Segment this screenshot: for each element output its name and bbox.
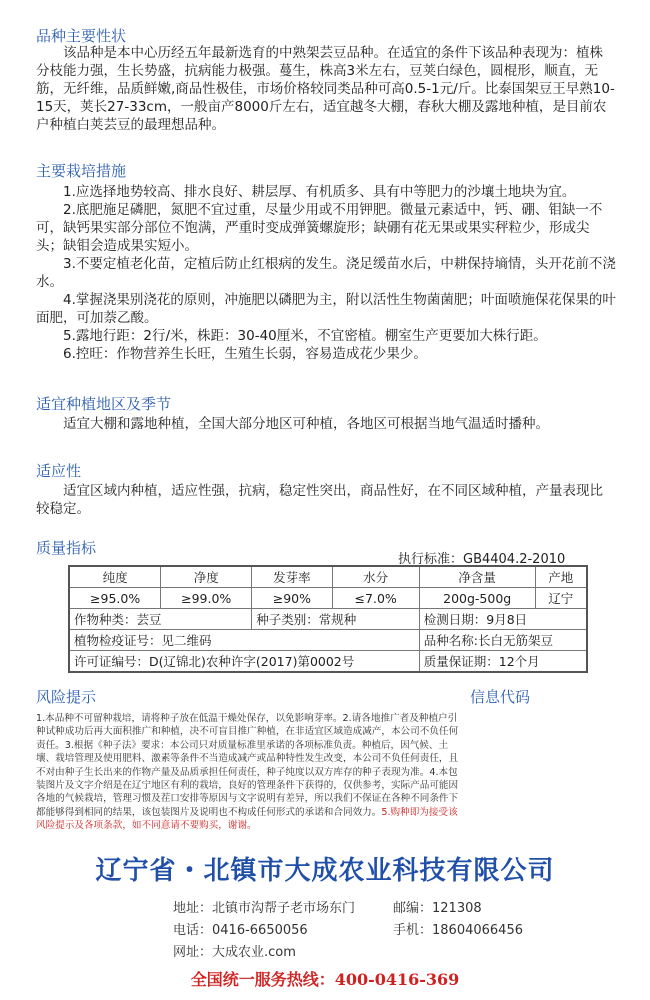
table-header-cell: 发芽率 bbox=[252, 566, 332, 588]
risk-text-block bbox=[36, 712, 460, 833]
risk-warning: 5.购种即为接受该风险提示及各项条款，如不同意请不要购买，谢谢。 bbox=[36, 806, 458, 832]
company-website: 网址：大成农业.com bbox=[173, 945, 296, 960]
cultivation-item-2: 2.底肥施足磷肥，氮肥不宜过重，尽量少用或不用钾肥。微量元素适中，钙、硼、钼缺一不可，缺钙果实部分部位不饱满，严重时变成弹簧螺旋形；缺硼有花无果或果实秤粒少，形成尖头；缺钼会造成果实短小。 bbox=[36, 202, 603, 254]
risk-title: 风险提示 bbox=[36, 688, 97, 706]
table-row bbox=[69, 650, 587, 672]
company-phone: 电话：0416-6650056 bbox=[173, 923, 308, 938]
table-cell: ≥95.0% bbox=[69, 588, 161, 609]
region-title: 适宜种植地区及季节 bbox=[36, 395, 172, 413]
quality-title: 质量指标 bbox=[36, 539, 97, 557]
cultivation-item-4: 4.掌握浇果别浇花的原则，冲施肥以磷肥为主，附以活性生物菌菌肥；叶面喷施保花保果的叶面肥，可加萘乙酸。 bbox=[36, 292, 616, 326]
region-text: 适宜大棚和露地种植，全国大部分地区可种植，各地区可根据当地气温适时播种。 bbox=[63, 416, 549, 432]
table-header-cell: 净含量 bbox=[419, 566, 535, 588]
table-cell: ≥90% bbox=[252, 588, 332, 609]
license-cell: 许可证编号：D(辽锦北)农种许字(2017)第0002号 bbox=[69, 650, 419, 672]
test-date-cell: 检测日期：9月8日 bbox=[419, 609, 587, 630]
table-header-cell: 净度 bbox=[161, 566, 252, 588]
table-row bbox=[69, 566, 587, 588]
traits-text: 该品种是本中心历经五年最新选育的中熟架芸豆品种。在适宜的条件下该品种表现为：植株分枝能力强，生长势盛，抗病能力极强。蔓生，株高3米左右，豆荚白绿色，圆棍形，顺直，无筋，无纤维，品质鲜嫩,商品性极佳，市场价格较同类品种可高0.5-1元/斤。比泰国架豆王早熟10-15天，荚长27-33cm，一般亩产8000斤左右，适宜越冬大棚，春秋大棚及露地种植，是目前农户种植白荚芸豆的最理想品种。 bbox=[36, 45, 615, 133]
quarantine-cell: 植物检疫证号：见二维码 bbox=[69, 629, 419, 650]
info-code-title: 信息代码 bbox=[470, 688, 531, 706]
table-cell: ≥99.0% bbox=[161, 588, 252, 609]
cultivation-item-1: 1.应选择地势较高、排水良好、耕层厚、有机质多、具有中等肥力的沙壤土地块为宜。 bbox=[63, 184, 576, 200]
cultivation-item-3: 3.不要定植老化苗，定植后防止红根病的发生。浇足缓苗水后，中耕保持墒情，头开花前不浇水。 bbox=[36, 256, 616, 290]
seed-type-cell: 种子类别：常规种 bbox=[252, 609, 420, 630]
table-row bbox=[69, 629, 587, 650]
table-header-cell: 纯度 bbox=[69, 566, 161, 588]
execution-standard: 执行标准：GB4404.2-2010 bbox=[398, 552, 566, 567]
table-row bbox=[69, 588, 587, 609]
traits-title: 品种主要性状 bbox=[36, 27, 127, 45]
company-mobile: 手机：18604066456 bbox=[393, 923, 523, 938]
cultivation-item-6: 6.控旺：作物营养生长旺，生殖生长弱，容易造成花少果少。 bbox=[63, 346, 427, 362]
table-cell: ≤7.0% bbox=[332, 588, 419, 609]
quality-table bbox=[68, 565, 588, 673]
crop-type-cell: 作物种类：芸豆 bbox=[69, 609, 252, 630]
table-row bbox=[69, 609, 587, 630]
table-cell: 辽宁 bbox=[535, 588, 587, 609]
company-name: 辽宁省・北镇市大成农业科技有限公司 bbox=[95, 856, 555, 886]
company-postcode: 邮编：121308 bbox=[393, 901, 482, 916]
cultivation-title: 主要栽培措施 bbox=[36, 162, 127, 180]
company-address: 地址：北镇市沟帮子老市场东门 bbox=[173, 901, 356, 916]
table-header-cell: 水分 bbox=[332, 566, 419, 588]
warranty-cell: 质量保证期：12个月 bbox=[419, 650, 587, 672]
table-cell: 200g-500g bbox=[419, 588, 535, 609]
risk-text: 1.本品种不可留种栽培，请将种子放在低温干燥处保存，以免影响芽率。2.请各地推广者及种植户引种试种成功后再大面积推广和种植，决不可盲目推广种植，在非适宜区域造成减产，本公司不负任何责任。3.根据《种子法》要求：本公司只对质量标准里承诺的各项标准负责。种植后，因气候、土壤、栽培管理及使用肥料、激素等条件不当造成减产或品种特性发生改变，本公司不负任何责任，且不对由种子生长出来的作物产量及品质承担任何责任，种子纯度以双方库存的种子表现为准。4.本包装图片及文字介绍是在辽宁地区有利的栽培，良好的管理条件下获得的，仅供参考，实际产品可能因各地的气候栽培，管理习惯及茬口安排等原因与文字说明有差异，所以我们不保证在各种不同条件下都能够得到相同的结果，该包装图片及说明也不构成任何形式的承诺和合同效力。 bbox=[36, 713, 459, 818]
service-hotline: 全国统一服务热线：400-0416-369 bbox=[190, 970, 460, 989]
adaptability-text: 适宜区域内种植，适应性强，抗病，稳定性突出，商品性好，在不同区域种植，产量表现比较稳定。 bbox=[36, 483, 603, 517]
variety-name-cell: 品种名称:长白无筋架豆 bbox=[419, 629, 587, 650]
table-header-cell: 产地 bbox=[535, 566, 587, 588]
cultivation-item-5: 5.露地行距：2行/米，株距：30-40厘米，不宜密植。棚室生产更要加大株行距。 bbox=[63, 328, 547, 344]
adaptability-title: 适应性 bbox=[36, 462, 82, 480]
